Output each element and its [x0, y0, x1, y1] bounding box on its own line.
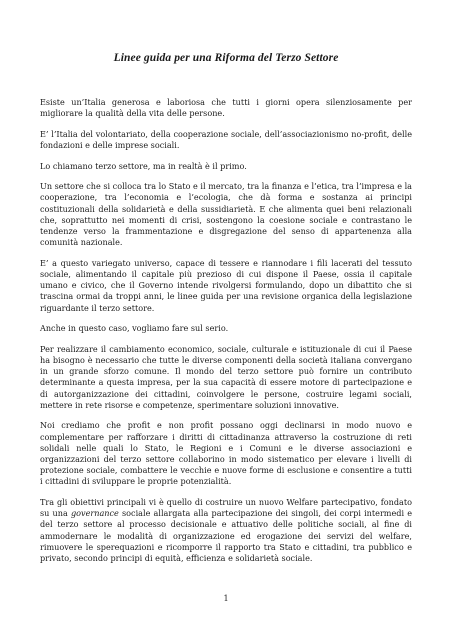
paragraph-welfare [40, 497, 412, 564]
paragraph-seriousness: Anche in questo caso, vogliamo fare sul serio. [40, 323, 229, 334]
welfare-text-before: Tra gli obiettivi principali vi è quello di costruire un nuovo Welfare partecipativo, fondato su una [40, 497, 412, 519]
paragraph-intro: Esiste un’Italia generosa e laboriosa che tutti i giorni opera silenziosamente per migliorare la qualità della vita delle persone. [40, 97, 412, 119]
welfare-text-after: sociale allargata alla partecipazione dei singoli, dei corpi intermedi e del terzo settore al processo decisionale e attuativo delle politiche sociali, al fine di ammodernare le modalità di organizzazione ed erogazione dei servizi del welfare, rimuovere le sperequazioni e ricomporre il rapporto tra Stato e cittadini, tra pubblico e privato, secondo principi di equità, efficienza e solidarietà sociale. [40, 508, 413, 564]
paragraph-profit-nonprofit: Noi crediamo che profit e non profit possano oggi declinarsi in modo nuovo e complementare per rafforzare i diritti di cittadinanza attraverso la costruzione di reti solidali nelle quali lo Stato, le Regioni e i Comuni e le diverse associazioni e organizzazioni del terzo settore collaborino in modo sistematico per elevare i livelli di protezione sociale, combattere le vecchie e nuove forme di esclusione e consentire a tutti i cittadini di sviluppare le proprie potenzialità. [40, 420, 412, 487]
paragraph-sector-description: Un settore che si colloca tra lo Stato e il mercato, tra la finanza e l’etica, tra l’impresa e la cooperazione, tra l’economia e l’ecologia, che dà forma e sostanza ai principi costituzionali della solidarietà e della sussidiarietà. E che alimenta quei beni relazionali che, soprattutto nei momenti di crisi, sostengono la coesione sociale e contrastano le tendenze verso la frammentazione e disgregazione del senso di appartenenza alla comunità nazionale. [40, 181, 412, 248]
paragraph-third-sector: Lo chiamano terzo settore, ma in realtà è il primo. [40, 160, 247, 171]
page-number: 1 [223, 594, 229, 603]
document-title: Linee guida per una Riforma del Terzo Settore [113, 52, 339, 64]
paragraph-change: Per realizzare il cambiamento economico, sociale, culturale e istituzionale di cui il Paese ha bisogno è necessario che tutte le diverse componenti della società italiana convergano in un grande sforzo comune. Il mondo del terzo settore può fornire un contributo determinante a questa impresa, per la sua capacità di essere motore di partecipazione e di autorganizzazione dei cittadini, coinvolgere le persone, costruire legami sociali, mettere in rete risorse e competenze, sperimentare soluzioni innovative. [40, 343, 412, 410]
paragraph-government-guidelines: E’ a questo variegato universo, capace di tessere e riannodare i fili lacerati del tessuto sociale, alimentando il capitale più prezioso di cui dispone il Paese, ossia il capitale umano e civico, che il Governo intende rivolgersi formulando, dopo un dibattito che si trascina ormai da troppi anni, le linee guida per una revisione organica della legislazione riguardante il terzo settore. [40, 257, 412, 313]
paragraph-italy-volunteering: E’ l’Italia del volontariato, della cooperazione sociale, dell’associazionismo no-profit, delle fondazioni e delle imprese sociali. [40, 128, 412, 150]
governance-term: governance [70, 508, 119, 519]
